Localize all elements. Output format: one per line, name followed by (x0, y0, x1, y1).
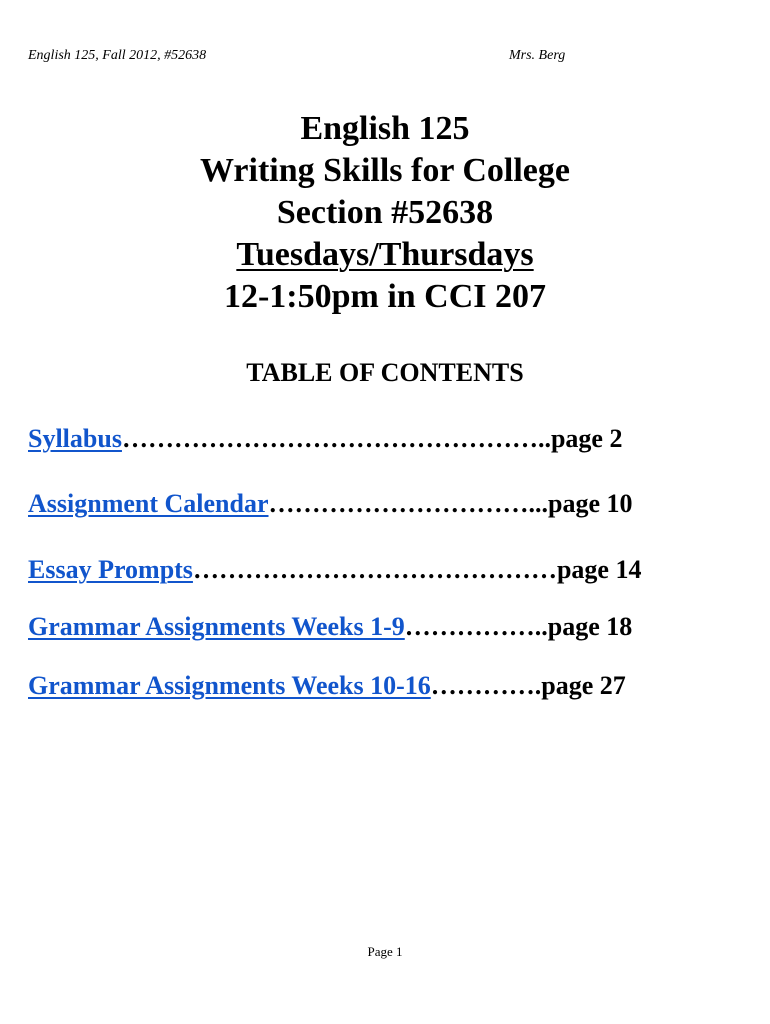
document-title (0, 108, 770, 318)
toc-link-syllabus[interactable]: Syllabus (28, 424, 122, 453)
toc-page-ref: ……………..page 18 (404, 612, 633, 641)
course-number: English 125 (300, 110, 470, 147)
toc-heading: TABLE OF CONTENTS (246, 358, 524, 387)
meeting-time-location: 12-1:50pm in CCI 207 (223, 278, 547, 315)
toc-link-assignment-calendar[interactable]: Assignment Calendar (28, 489, 269, 518)
toc-entry-grammar-weeks-10-16 (28, 671, 626, 701)
running-header-instructor: Mrs. Berg (509, 48, 566, 63)
toc-entry-syllabus (28, 424, 622, 454)
toc-entry-grammar-weeks-1-9 (28, 612, 632, 642)
toc-link-grammar-weeks-10-16[interactable]: Grammar Assignments Weeks 10-16 (28, 671, 431, 700)
course-name: Writing Skills for College (200, 152, 570, 189)
meeting-days: Tuesdays/Thursdays (236, 236, 534, 273)
running-header-course: English 125, Fall 2012, #52638 (28, 48, 207, 63)
page-number-footer: Page 1 (367, 944, 403, 959)
section-number: Section #52638 (276, 194, 494, 231)
toc-link-essay-prompts[interactable]: Essay Prompts (28, 555, 193, 584)
toc-link-grammar-weeks-1-9[interactable]: Grammar Assignments Weeks 1-9 (28, 612, 405, 641)
toc-page-ref: …………………………………………..page 2 (121, 424, 623, 453)
toc-page-ref: ………….page 27 (430, 671, 626, 700)
toc-entry-assignment-calendar (28, 489, 633, 519)
toc-entry-essay-prompts (28, 555, 641, 585)
toc-page-ref: ……………………………………page 14 (192, 555, 642, 584)
toc-page-ref: …………………………...page 10 (268, 489, 633, 518)
